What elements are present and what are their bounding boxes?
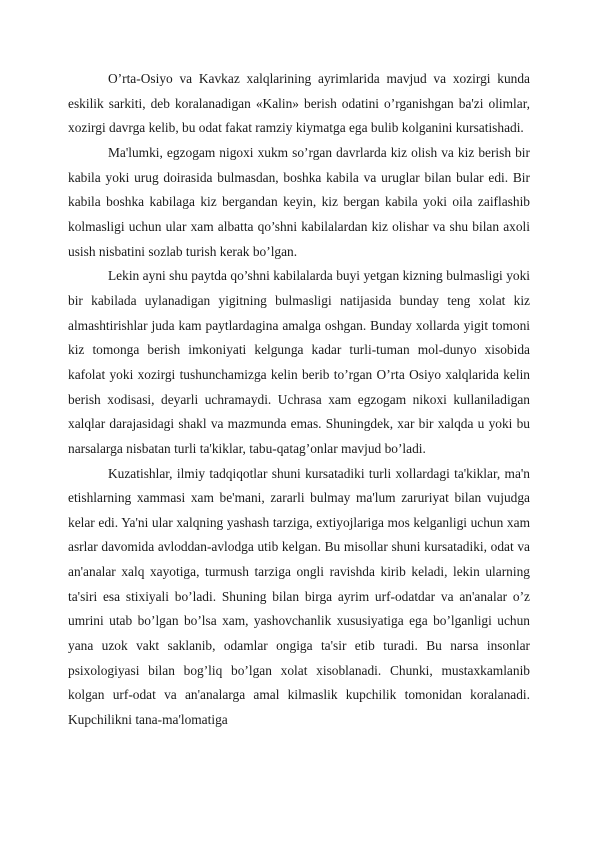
paragraph-4: Kuzatishlar, ilmiy tadqiqotlar shuni kursatadiki turli xollardagi ta'kiklar, ma'n etishlarning xammasi xam be'mani, zararli bulmay ma'lum zaruriyat bilan vujudga kelar edi. Ya'ni ular xalqning yashash tarziga, extiyojlariga mos kelganligi uchun xam asrlar davomida avloddan-avlodga utib kelgan. Bu misollar shuni kursatadiki, odat va an'analar xalq xayotiga, turmush tarziga ongli ravishda kirib keladi, lekin ularning ta'siri esa stixiyali bo’ladi. Shuning bilan birga ayrim urf-odatdar va an'analar o’z umrini utab bo’lgan bo’lsa xam, yashovchanlik xususiyatiga ega bo’lganligi uchun yana uzok vakt saklanib, odamlar ongiga ta'sir etib turadi. Bu narsa insonlar psixologiyasi bilan bog’liq bo’lgan xolat xisoblanadi. Chunki, mustaxkamlanib kolgan urf-odat va an'analarga amal kilmaslik kupchilik tomonidan koralanadi. Kupchilikni tana-ma'lomatiga [68, 465, 530, 728]
paragraph-3: Lekin ayni shu paytda qo’shni kabilalarda buyi yetgan kizning bulmasligi yoki bir kabilada uylanadigan yigitning bulmasligi natijasida bunday teng xolat kiz almashtirishlar juda kam paytlardagina amalga oshgan. Bunday xollarda yigit tomoni kiz tomonga berish imkoniyati kelgunga kadar turli-tuman mol-dunyo xisobida kafolat yoki xozirgi tushunchamizga kelin berib to’rgan O’rta Osiyo xalqlarida kelin berish xodisasi, deyarli uchramaydi. Uchrasa xam egzogam nikoxi kullaniladigan xalqlar darajasidagi shakl va mazmunda emas. Shuningdek, xar bir xalqda u yoki bu narsalarga nisbatan turli ta'kiklar, tabu-qatag’onlar mavjud bo’ladi. [68, 268, 530, 456]
document-body [68, 67, 530, 733]
paragraph-1: O’rta-Osiyo va Kavkaz xalqlarining ayrimlarida mavjud va xozirgi kunda eskilik sarkiti, deb koralanadigan «Kalin» berish odatini o’rganishgan ba'zi olimlar, xozirgi davrga kelib, bu odat fakat ramziy kiymatga ega bulib kolganini kursatishadi. [68, 71, 530, 136]
paragraph-2: Ma'lumki, egzogam nigoxi xukm so’rgan davrlarda kiz olish va kiz berish bir kabila yoki urug doirasida bulmasdan, boshka kabila va uruglar bilan bular edi. Bir kabila boshka kabilaga kiz bergandan keyin, kiz bergan kabila yoki oila zaiflashib kolmasligi uchun ular xam albatta qo’shni kabilalardan kiz olishar va shu bilan axoli usish nisbatini sozlab turish kerak bo’lgan. [68, 144, 530, 259]
